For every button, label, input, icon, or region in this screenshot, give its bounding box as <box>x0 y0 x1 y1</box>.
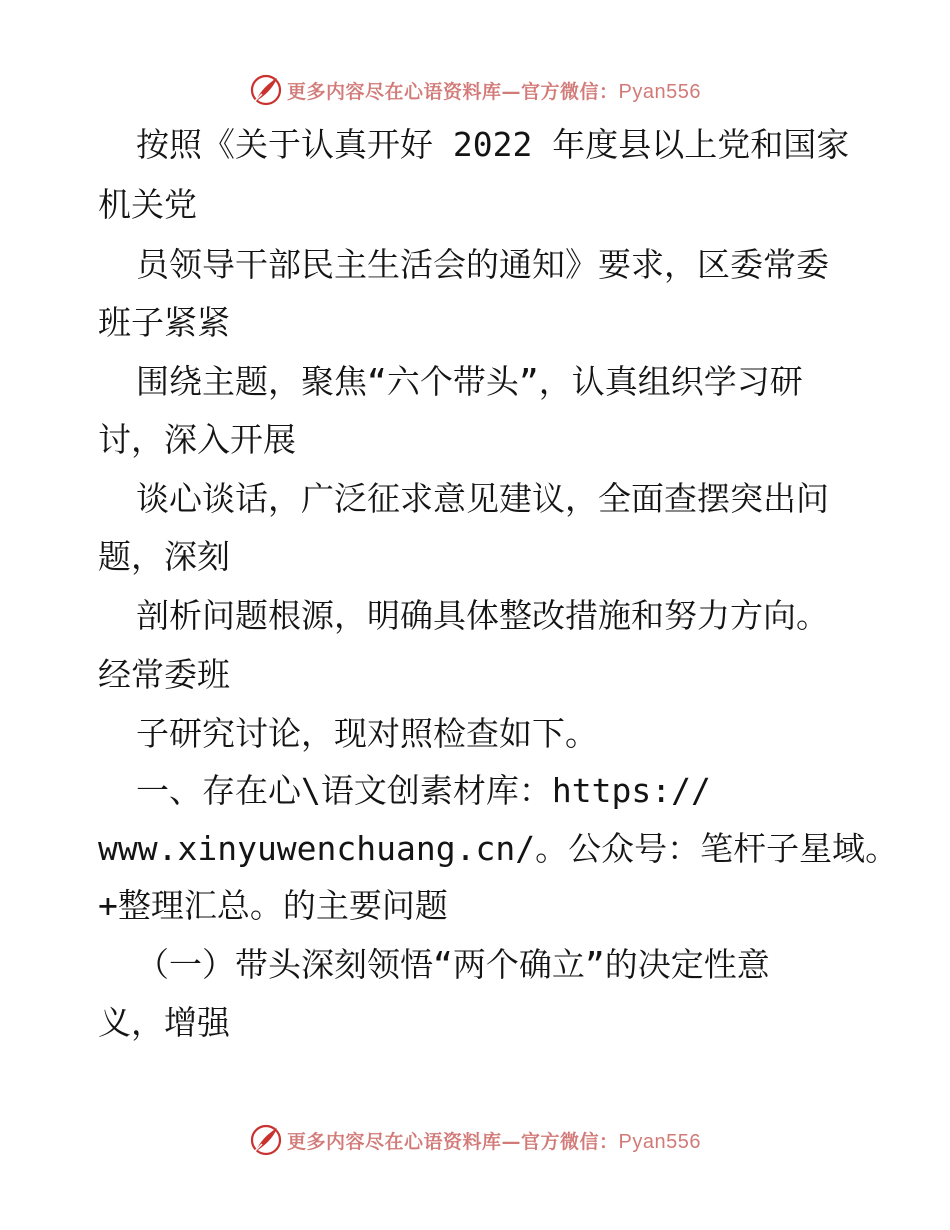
paragraph-line: 讨，深入开展 <box>98 420 296 459</box>
paragraph-line: +整理汇总。的主要问题 <box>98 886 448 925</box>
paragraph-line: 按照《关于认真开好 2022 年度县以上党和国家 <box>136 125 850 164</box>
banner-text: 更多内容尽在心语资料库—官方微信：Pyan556 <box>287 80 701 103</box>
paragraph-line: 子研究讨论，现对照检查如下。 <box>136 714 598 753</box>
paragraph-line: 谈心谈话，广泛征求意见建议，全面查摆突出问 <box>136 479 829 518</box>
paragraph-line: 员领导干部民主生活会的通知》要求，区委常委 <box>136 245 829 284</box>
paragraph-line: 题，深刻 <box>98 537 230 576</box>
paragraph-line: 义，增强 <box>98 1003 230 1042</box>
banner-wechat-id: Pyan556 <box>618 80 701 103</box>
feather-pen-icon <box>249 1123 283 1157</box>
footer-banner <box>0 1120 950 1160</box>
paragraph-line: 剖析问题根源，明确具体整改措施和努力方向。 <box>136 596 829 635</box>
banner-text: 更多内容尽在心语资料库—官方微信：Pyan556 <box>287 1130 701 1153</box>
paragraph-line: （一）带头深刻领悟“两个确立”的决定性意 <box>136 945 770 984</box>
banner-wechat-id: Pyan556 <box>618 1130 701 1153</box>
paragraph-line: 机关党 <box>98 185 197 224</box>
paragraph-line: 经常委班 <box>98 655 230 694</box>
paragraph-line: 班子紧紧 <box>98 303 230 342</box>
paragraph-line: 一、存在心\语文创素材库：https:// <box>136 771 711 810</box>
paragraph-line: 围绕主题，聚焦“六个带头”，认真组织学习研 <box>136 362 803 401</box>
paragraph-line: www.xinyuwenchuang.cn/。公众号：笔杆子星域。 <box>98 829 899 868</box>
